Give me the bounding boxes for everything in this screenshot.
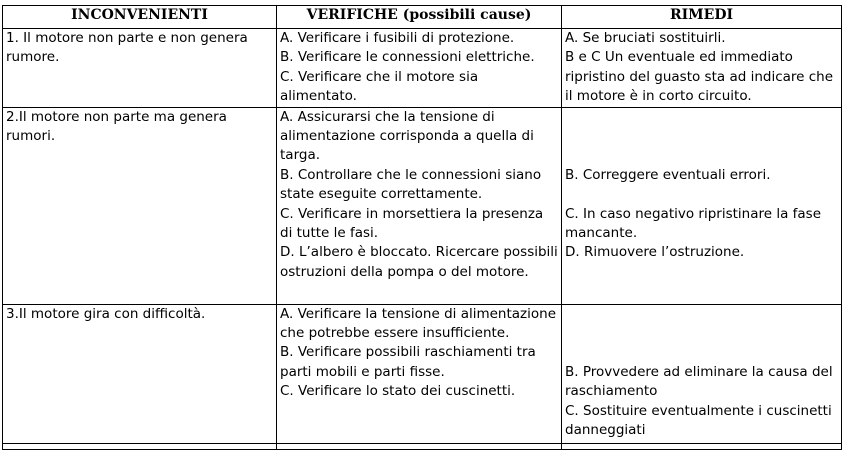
remedies-cell	[562, 107, 842, 304]
check-item: B. Controllare che le connessioni siano state eseguite correttamente.	[280, 166, 542, 203]
check-item: C. Verificare che il motore sia alimentato.	[280, 68, 479, 105]
remedy-item: C. In caso negativo ripristinare la fase mancante.	[565, 205, 822, 241]
problem-text: 2.Il motore non parte ma genera rumori.	[6, 108, 227, 145]
check-item: B. Verificare possibili raschiamenti tra parti mobili e parti fisse.	[280, 344, 536, 380]
remedies-cell	[562, 29, 842, 108]
remedy-item: C. Sostituire eventualmente i cuscinetti danneggiati	[565, 402, 832, 439]
remedy-item: B e C Un eventuale ed immediato ripristino del guasto sta ad indicare che il motore è in corto circuito.	[565, 49, 834, 105]
problem-cell	[3, 29, 277, 108]
check-item: A. Assicurarsi che la tensione di alimentazione corrisponda a quella di targa.	[280, 108, 534, 164]
troubleshooting-table	[2, 5, 842, 450]
checks-cell	[277, 304, 562, 443]
remedies-cell	[562, 304, 842, 443]
header-rimedi: RIMEDI	[562, 6, 842, 29]
header-row	[3, 6, 842, 29]
table-row	[3, 304, 842, 443]
problem-cell	[3, 107, 277, 304]
problem-text: 1. Il motore non parte e non genera rumore.	[6, 30, 248, 66]
check-item: A. Verificare i fusibili di protezione.	[280, 30, 515, 46]
remedy-item: D. Rimuovere l’ostruzione.	[565, 244, 745, 261]
check-item: B. Verificare le connessioni elettriche.	[280, 49, 535, 66]
problem-cell	[3, 304, 277, 443]
header-verifiche: VERIFICHE (possibili cause)	[277, 6, 562, 29]
problem-text: 3.Il motore gira con difficoltà.	[6, 305, 206, 322]
remedy-item: B. Correggere eventuali errori.	[565, 166, 771, 183]
check-item: D. L’albero è bloccato. Ricercare possibili ostruzioni della pompa o del motore.	[280, 244, 558, 280]
check-item: C. Verificare lo stato dei cuscinetti.	[280, 383, 516, 400]
remedy-item: B. Provvedere ad eliminare la causa del raschiamento	[565, 363, 833, 400]
check-item: C. Verificare in morsettiera la presenza di tutte le fasi.	[280, 205, 544, 242]
table-row	[3, 29, 842, 108]
checks-cell	[277, 29, 562, 108]
header-inconvenienti: INCONVENIENTI	[3, 6, 277, 29]
check-item: A. Verificare la tensione di alimentazione che potrebbe essere insufficiente.	[280, 305, 557, 342]
table-row	[3, 107, 842, 304]
remedy-item: A. Se bruciati sostituirli.	[565, 30, 726, 46]
checks-cell	[277, 107, 562, 304]
table-row-partial	[3, 443, 842, 449]
